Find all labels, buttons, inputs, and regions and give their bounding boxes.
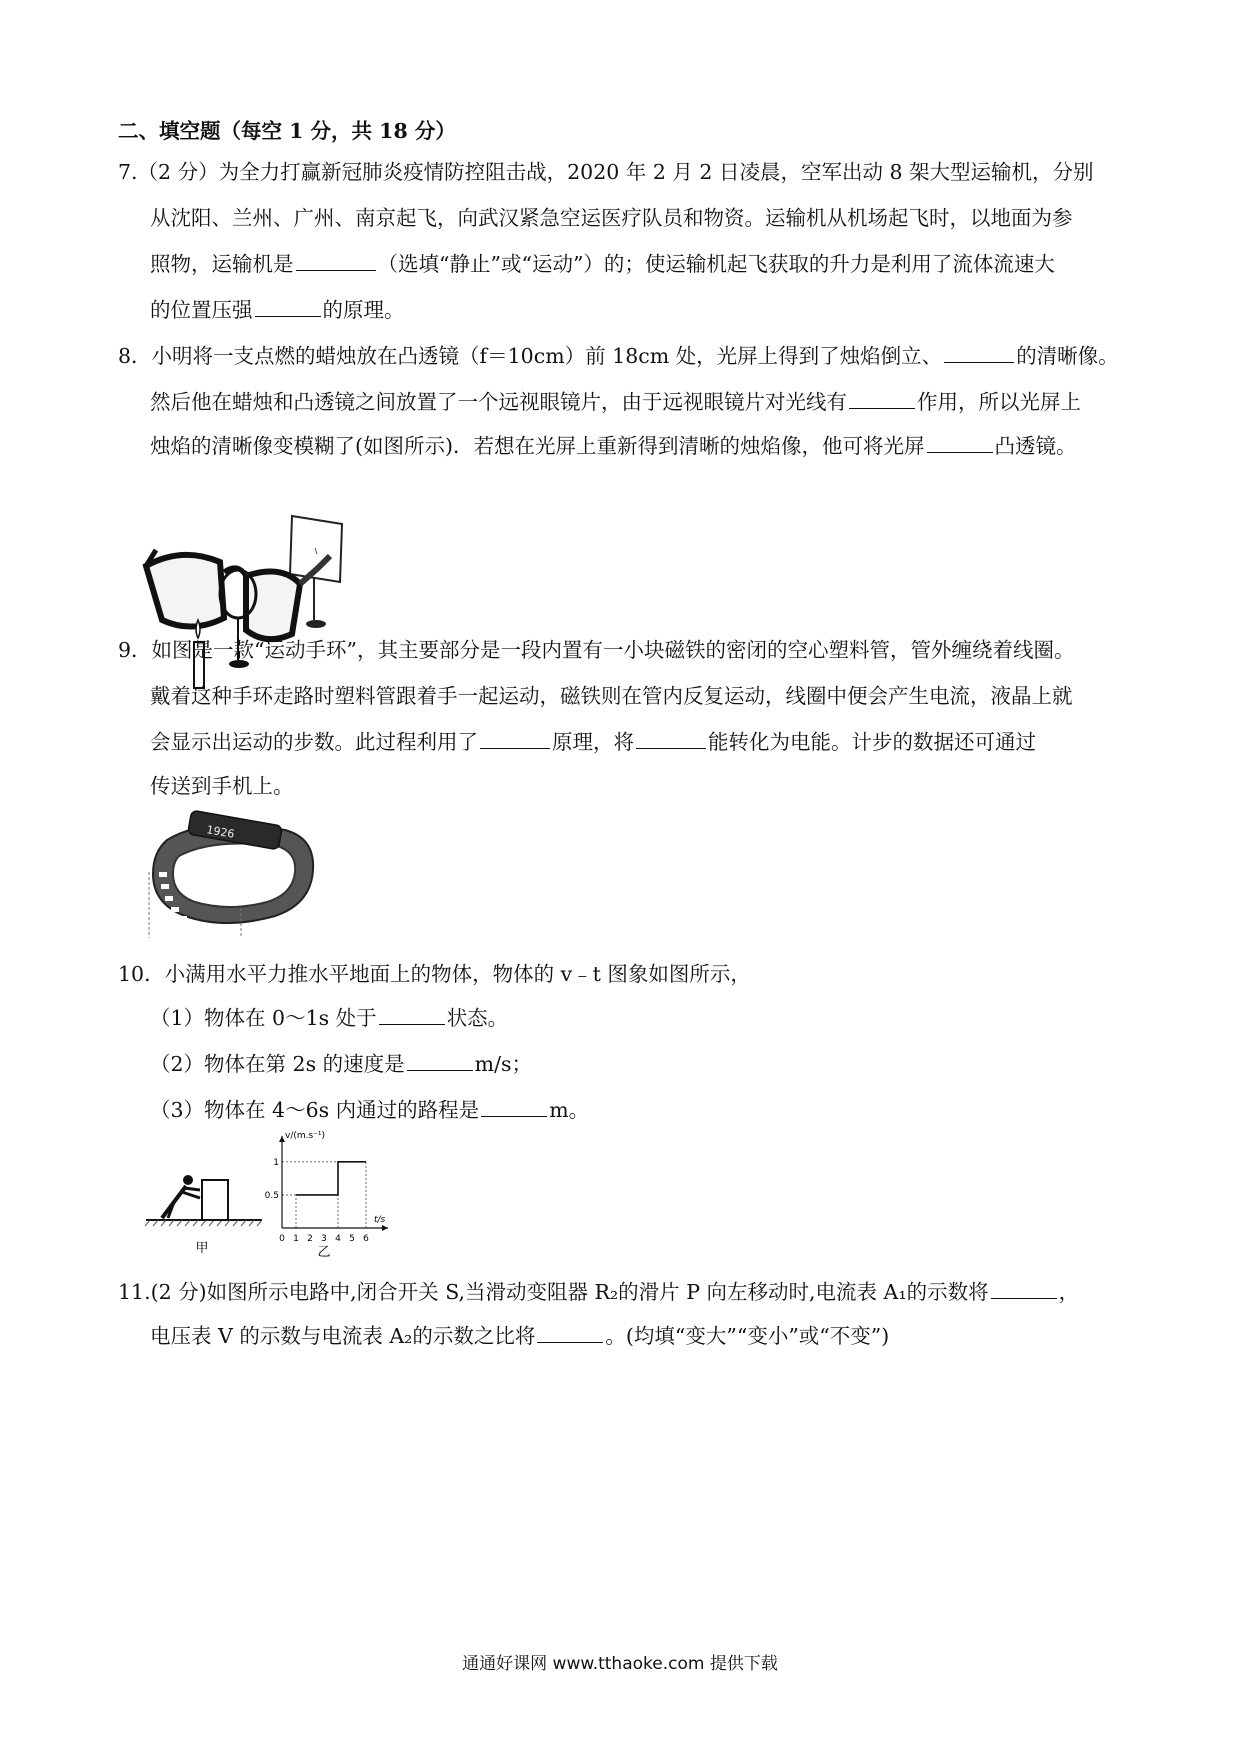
answer-blank-q10-1[interactable] (379, 1004, 445, 1025)
q8-line-3 (150, 432, 1077, 460)
q7-line-4 (150, 296, 405, 324)
vt-chart-axes (279, 1136, 388, 1231)
vt-x-axis-arrow (382, 1225, 388, 1231)
q10-text-1a: （1）物体在 0～1s 处于 (150, 1006, 377, 1030)
answer-blank-q7-1[interactable] (296, 250, 376, 271)
fig-right-caption: 乙 (317, 1245, 331, 1260)
person-pushing-icon (145, 1175, 262, 1226)
vt-x-tick-6: 6 (363, 1234, 369, 1244)
answer-blank-q8-1[interactable] (944, 342, 1014, 363)
section-title: 二、填空题（每空 1 分，共 18 分） (118, 119, 456, 143)
q7-text-4a: 的位置压强 (150, 298, 253, 322)
vt-y-tick-1: 1 (273, 1157, 279, 1168)
q10-text-2b: m/s； (474, 1052, 533, 1076)
vt-x-tick-4: 4 (335, 1234, 341, 1244)
glasses-candle-screen-figure (142, 510, 362, 700)
fitness-band-figure (145, 812, 320, 942)
vt-y-tick-0.5: 0.5 (264, 1190, 279, 1201)
answer-blank-q10-2[interactable] (407, 1050, 473, 1071)
q10-text-1b: 状态。 (446, 1006, 509, 1030)
q10-text-3b: m。 (549, 1098, 590, 1122)
q8-text-2a: 然后他在蜡烛和凸透镜之间放置了一个远视眼镜片，由于远视眼镜片对光线有 (150, 390, 847, 414)
q9-text-3c: 能转化为电能。计步的数据还可通过 (708, 730, 1036, 754)
q8-text-3b: 凸透镜。 (994, 434, 1077, 458)
q9-line-4: 传送到手机上。 (150, 774, 294, 798)
fitness-band-icon (149, 810, 313, 938)
q11-text-1b: ， (1058, 1280, 1080, 1304)
answer-blank-q10-3[interactable] (481, 1096, 547, 1117)
q8-text-2b: 作用，所以光屏上 (917, 390, 1081, 414)
q8-line-1 (118, 342, 1119, 370)
q7-text-3b: （选填“静止”或“运动”）的；使运输机起飞获取的升力是利用了流体流速大 (377, 252, 1055, 276)
vt-chart-series (296, 1162, 366, 1195)
q11-line-1 (118, 1278, 1079, 1306)
q7-line-1: 7.（2 分）为全力打赢新冠肺炎疫情防控阻击战，2020 年 2 月 2 日凌晨，空军出动 8 架大型运输机，分别 (118, 160, 1094, 184)
page-footer: 通通好课网 www.tthaoke.com 提供下载 (462, 1654, 778, 1674)
q8-text-3a: 烛焰的清晰像变模糊了(如图所示)．若想在光屏上重新得到清晰的烛焰像，他可将光屏 (150, 434, 925, 458)
q9-line-3 (150, 728, 1036, 756)
q10-sub-3 (150, 1096, 589, 1124)
q7-line-3 (150, 250, 1055, 278)
vt-chart-x-label: t/s (374, 1215, 386, 1225)
vt-chart-y-label: v/(m.s⁻¹) (285, 1131, 326, 1141)
vt-x-tick-2: 2 (307, 1234, 313, 1244)
answer-blank-q8-2[interactable] (849, 388, 915, 409)
q11-text-2a: 电压表 V 的示数与电流表 A₂的示数之比将 (150, 1324, 536, 1348)
vt-x-tick-0: 0 (279, 1234, 285, 1244)
fig-left-caption: 甲 (195, 1241, 209, 1256)
answer-blank-q8-3[interactable] (927, 432, 993, 453)
q7-text-3a: 照物，运输机是 (150, 252, 294, 276)
q10-line-1: 10．小满用水平力推水平地面上的物体，物体的 v﹣t 图象如图所示， (118, 962, 751, 986)
q9-line-1: 9．如图是一款“运动手环”，其主要部分是一段内置有一小块磁铁的密闭的空心塑料管，管外缠绕着线圈。 (118, 638, 1075, 662)
vt-chart (264, 1128, 428, 1260)
q9-text-3a: 会显示出运动的步数。此过程利用了 (150, 730, 478, 754)
q8-line-2 (150, 388, 1081, 416)
q8-text-1b: 的清晰像。 (1016, 344, 1119, 368)
q7-line-2: 从沈阳、兰州、广州、南京起飞，向武汉紧急空运医疗队员和物资。运输机从机场起飞时，以地面为参 (150, 206, 1073, 230)
q11-text-1a: 11.(2 分)如图所示电路中,闭合开关 S,当滑动变阻器 R₂的滑片 P 向左移动时,电流表 A₁的示数将 (118, 1280, 989, 1304)
pushing-box-figure (142, 1156, 272, 1256)
q9-line-2: 戴着这种手环走路时塑料管跟着手一起运动，磁铁则在管内反复运动，线圈中便会产生电流，液晶上就 (150, 684, 1073, 708)
q11-line-2 (150, 1322, 889, 1350)
answer-blank-q7-2[interactable] (255, 296, 321, 317)
q10-text-3a: （3）物体在 4～6s 内通过的路程是 (150, 1098, 480, 1122)
answer-blank-q11-2[interactable] (537, 1322, 603, 1343)
answer-blank-q9-2[interactable] (636, 728, 706, 749)
q9-text-3b: 原理，将 (552, 730, 634, 754)
q10-sub-1 (150, 1004, 508, 1032)
vt-chart-x-ticks (279, 1234, 369, 1244)
band-display-text: 1926 (205, 823, 236, 841)
q8-text-1a: 8．小明将一支点燃的蜡烛放在凸透镜（f＝10cm）前 18cm 处，光屏上得到了烛焰倒立、 (118, 344, 943, 368)
vt-series-line (296, 1162, 366, 1195)
q10-text-2a: （2）物体在第 2s 的速度是 (150, 1052, 405, 1076)
vt-x-tick-1: 1 (293, 1234, 299, 1244)
vt-x-tick-5: 5 (349, 1234, 355, 1244)
q11-text-2b: 。(均填“变大”“变小”或“不变”) (605, 1324, 890, 1348)
q7-text-4b: 的原理。 (322, 298, 405, 322)
answer-blank-q11-1[interactable] (991, 1278, 1057, 1299)
answer-blank-q9-1[interactable] (480, 728, 550, 749)
vt-x-tick-3: 3 (321, 1234, 327, 1244)
q10-sub-2 (150, 1050, 532, 1078)
